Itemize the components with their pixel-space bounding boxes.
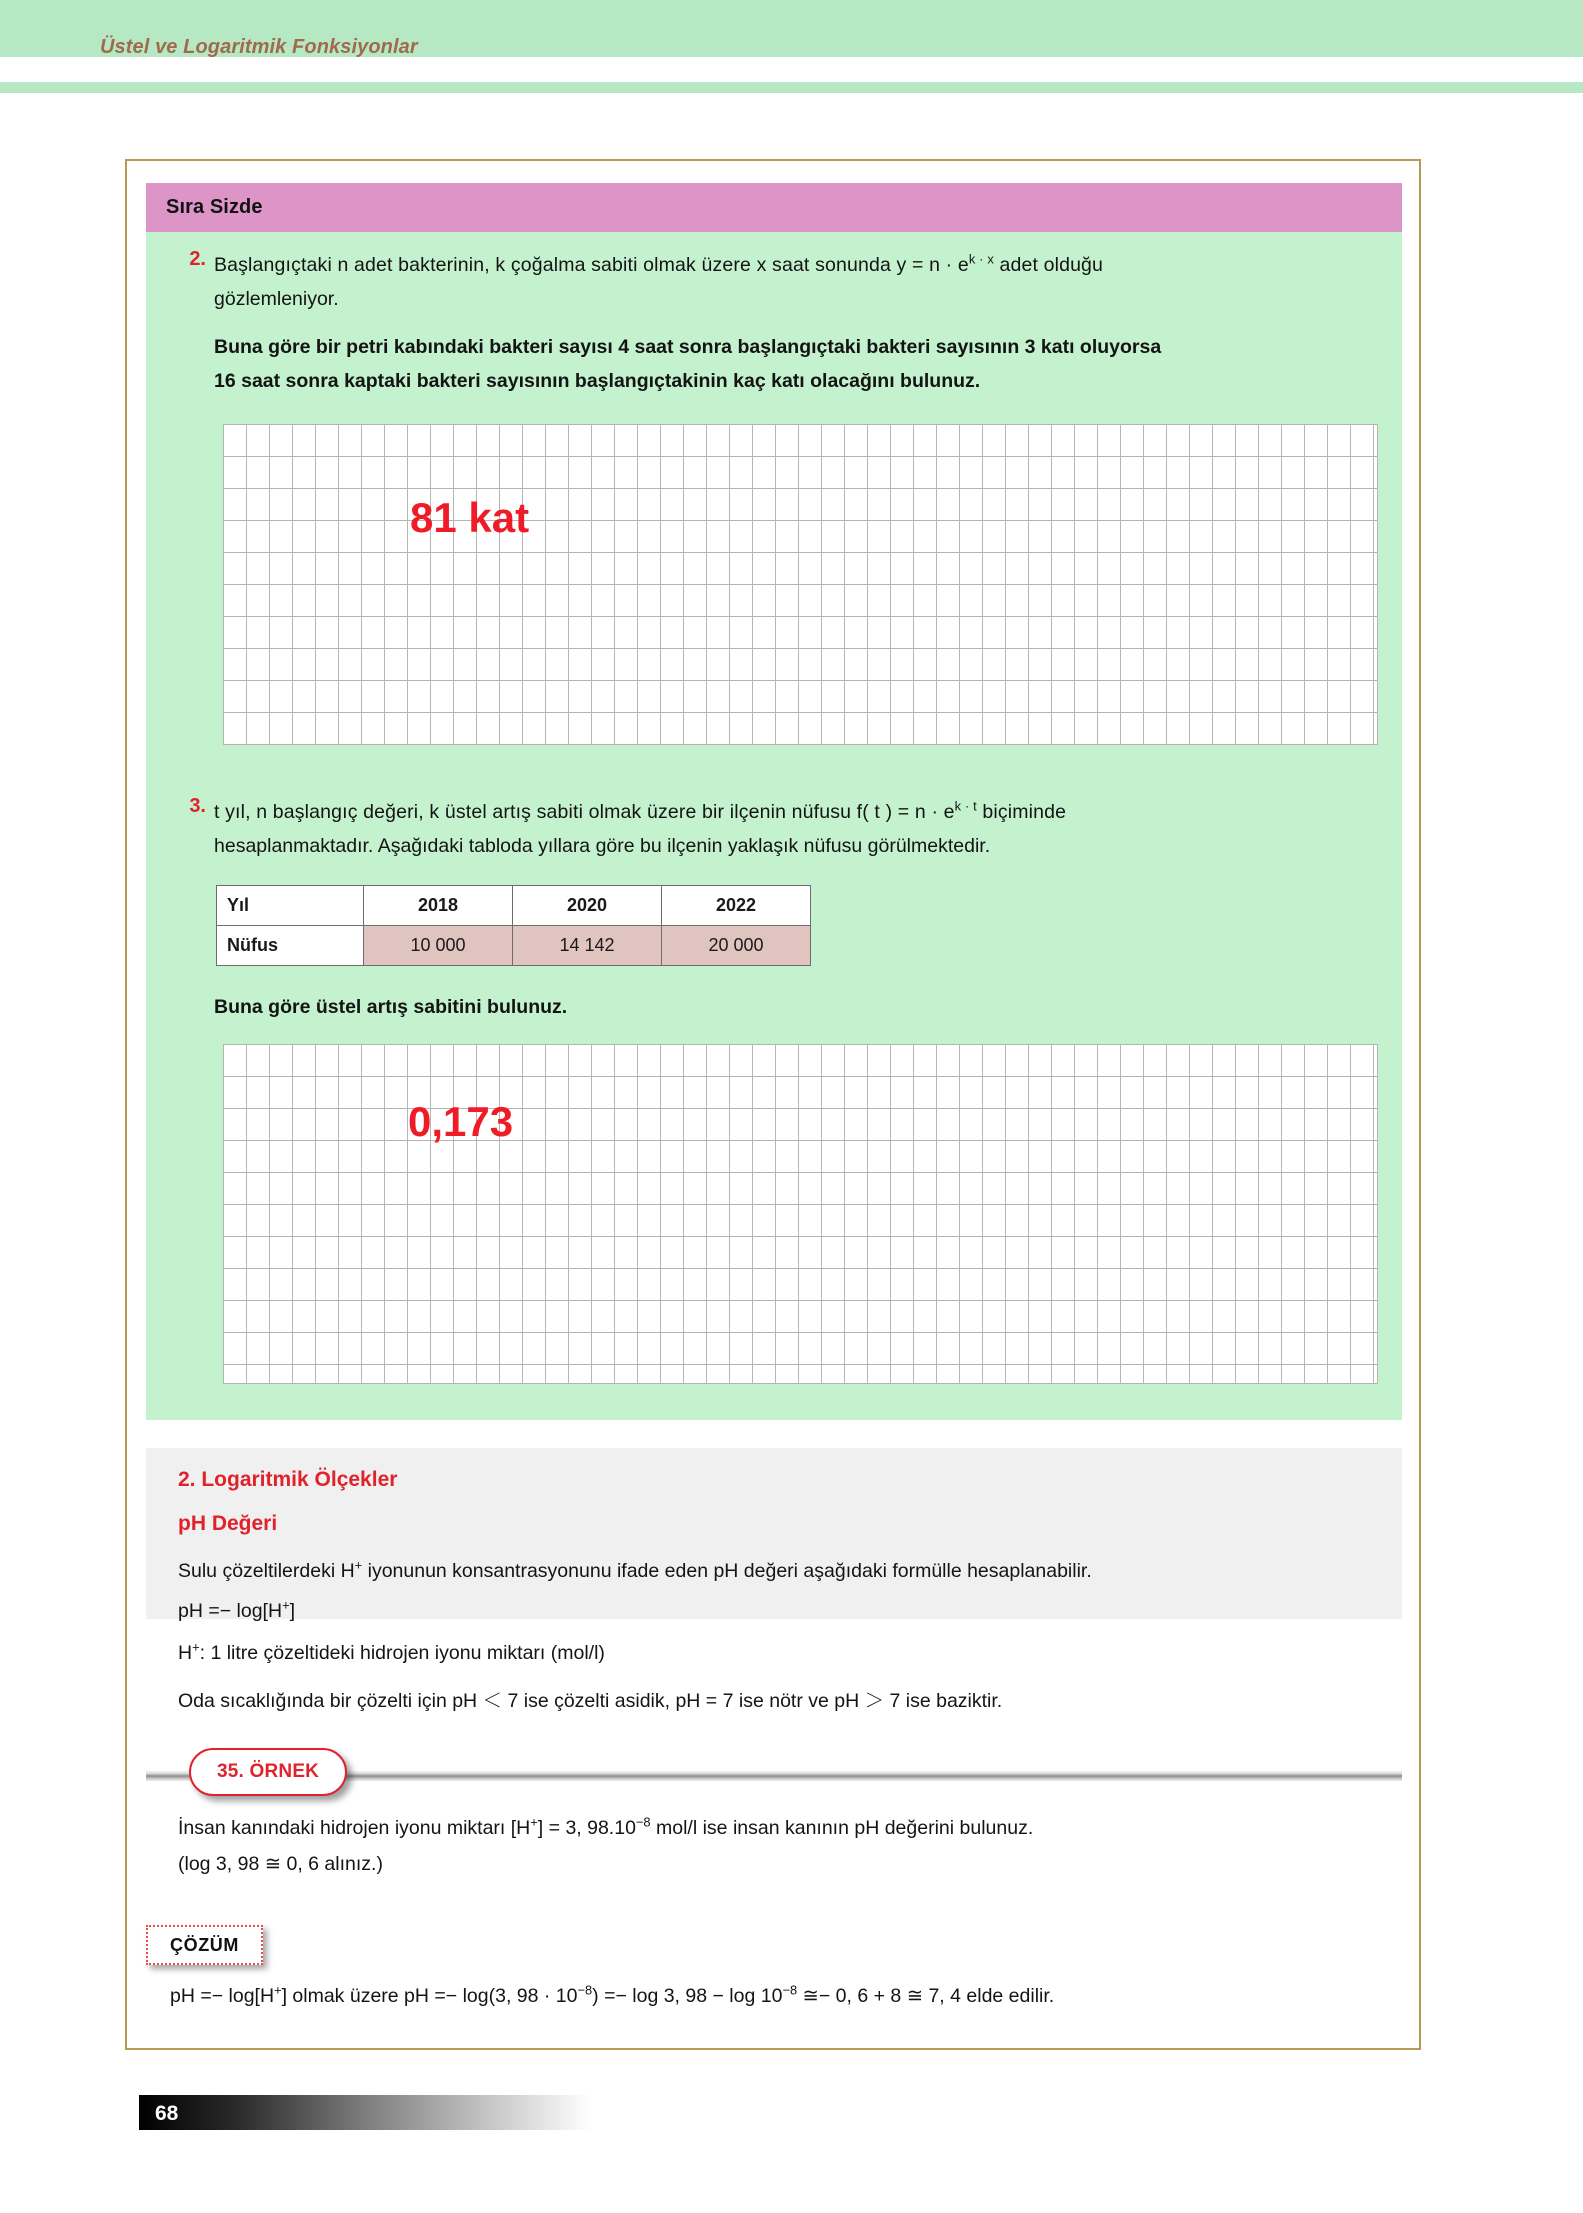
ph-intro-superscript: + — [354, 1557, 363, 1573]
table-row-years — [217, 886, 811, 926]
section-title-logarithmic-scales: 2. Logaritmik Ölçekler — [178, 1468, 398, 1491]
ph-definition-before: H — [178, 1642, 193, 1664]
footer-gradient-bar — [139, 2095, 591, 2130]
example-statement-line-2: (log 3, 98 ≅ 0, 6 alınız.) — [178, 1853, 383, 1875]
solution-line — [170, 1980, 1054, 2013]
question-3-exponent: k · t — [954, 798, 977, 814]
ph-intro-text — [178, 1556, 1092, 1586]
solution-superscript-exp-1: −8 — [577, 1982, 593, 1998]
work-grid-question-3[interactable] — [223, 1044, 1378, 1384]
example-badge: 35. ÖRNEK — [189, 1748, 347, 1796]
answer-question-3: 0,173 — [408, 1098, 514, 1145]
solution-c: ) =− log 3, 98 − log 10 — [592, 1985, 783, 2007]
question-3-line-1-main: t yıl, n başlangıç değeri, k üstel artış sabiti olmak üzere bir ilçenin nüfusu f( t ) = n · e — [214, 801, 955, 823]
question-2-line-1 — [214, 248, 1161, 282]
example-line-1-a: İnsan kanındaki hidrojen iyonu miktarı [H — [178, 1817, 531, 1839]
question-2-body — [214, 248, 1161, 398]
question-2-number: 2. — [189, 248, 206, 270]
table-cell-year-3: 2022 — [662, 886, 811, 926]
table-cell-year-2: 2020 — [513, 886, 662, 926]
ph-formula-after: ] — [289, 1600, 295, 1622]
ph-definition-after: : 1 litre çözeltideki hidrojen iyonu miktarı (mol/l) — [199, 1642, 605, 1664]
section-subtitle-ph: pH Değeri — [178, 1512, 278, 1535]
header-band-bottom — [0, 82, 1583, 93]
ph-intro-after: iyonunun konsantrasyonunu ifade eden pH değeri aşağıdaki formülle hesaplanabilir. — [362, 1560, 1092, 1582]
question-3-line-2: hesaplanmaktadır. Aşağıdaki tabloda yıllara göre bu ilçenin yaklaşık nüfusu görülmektedir. — [214, 835, 991, 857]
answer-question-2: 81 kat — [410, 494, 530, 541]
question-3-line-1 — [214, 795, 1066, 829]
page-number: 68 — [155, 2102, 179, 2125]
example-line-1-superscript-exponent: −8 — [635, 1814, 651, 1830]
work-grid-question-2[interactable] — [223, 424, 1378, 745]
question-2-bold-line-1: Buna göre bir petri kabındaki bakteri sayısı 4 saat sonra başlangıçtaki bakteri sayısının 3 katı oluyorsa — [214, 336, 1162, 358]
question-2-line-1-main: Başlangıçtaki n adet bakterinin, k çoğalma sabiti olmak üzere x saat sonunda y = n · e — [214, 254, 969, 276]
ph-formula — [178, 1596, 295, 1626]
population-table — [216, 885, 811, 966]
question-2-exponent: k · x — [968, 251, 994, 267]
solution-b: ] olmak üzere pH =− log(3, 98 · 10 — [281, 1985, 578, 2007]
ph-formula-before: pH =− log[H — [178, 1600, 283, 1622]
table-cell-population-1: 10 000 — [364, 926, 513, 966]
table-cell-population-2: 14 142 — [513, 926, 662, 966]
table-rowhead-population: Nüfus — [217, 926, 364, 966]
ph-definition — [178, 1638, 605, 1668]
question-2-line-1-tail: adet olduğu — [993, 254, 1104, 276]
sira-sizde-header — [146, 183, 1402, 232]
solution-superscript-exp-2: −8 — [782, 1982, 798, 1998]
table-cell-population-3: 20 000 — [662, 926, 811, 966]
table-cell-year-1: 2018 — [364, 886, 513, 926]
example-line-1-b: ] = 3, 98.10 — [537, 1817, 636, 1839]
question-3-bold-line-1: Buna göre üstel artış sabitini bulunuz. — [214, 996, 568, 1018]
question-3-line-1-tail: biçiminde — [976, 801, 1067, 823]
solution-superscript-plus: + — [274, 1982, 282, 1998]
question-2-line-2: gözlemleniyor. — [214, 288, 339, 310]
question-3-body — [214, 795, 1066, 863]
solution-badge: ÇÖZÜM — [146, 1925, 263, 1965]
question-3-number: 3. — [189, 795, 206, 817]
table-row-population — [217, 926, 811, 966]
solution-d: ≅− 0, 6 + 8 ≅ 7, 4 elde edilir. — [797, 1985, 1055, 2007]
example-statement-line-1 — [178, 1812, 1033, 1845]
example-line-1-c: mol/l ise insan kanının pH değerini bulunuz. — [650, 1817, 1034, 1839]
table-rowhead-year: Yıl — [217, 886, 364, 926]
ph-definition-superscript: + — [192, 1639, 200, 1655]
example-line-1-superscript-plus: + — [530, 1814, 538, 1830]
sira-sizde-label: Sıra Sizde — [166, 196, 263, 218]
ph-acidity-rule: Oda sıcaklığında bir çözelti için pH ＜ 7 ise çözelti asidik, pH = 7 ise nötr ve pH ＞ 7 ise baziktir. — [178, 1690, 1003, 1712]
header-white-strip — [0, 57, 1583, 82]
running-header-title: Üstel ve Logaritmik Fonksiyonlar — [100, 36, 418, 58]
solution-a: pH =− log[H — [170, 1985, 275, 2007]
ph-formula-superscript: + — [282, 1597, 290, 1613]
question-2-bold-line-2: 16 saat sonra kaptaki bakteri sayısının başlangıçtakinin kaç katı olacağını bulunuz. — [214, 370, 981, 392]
ph-intro-before: Sulu çözeltilerdeki H — [178, 1560, 355, 1582]
